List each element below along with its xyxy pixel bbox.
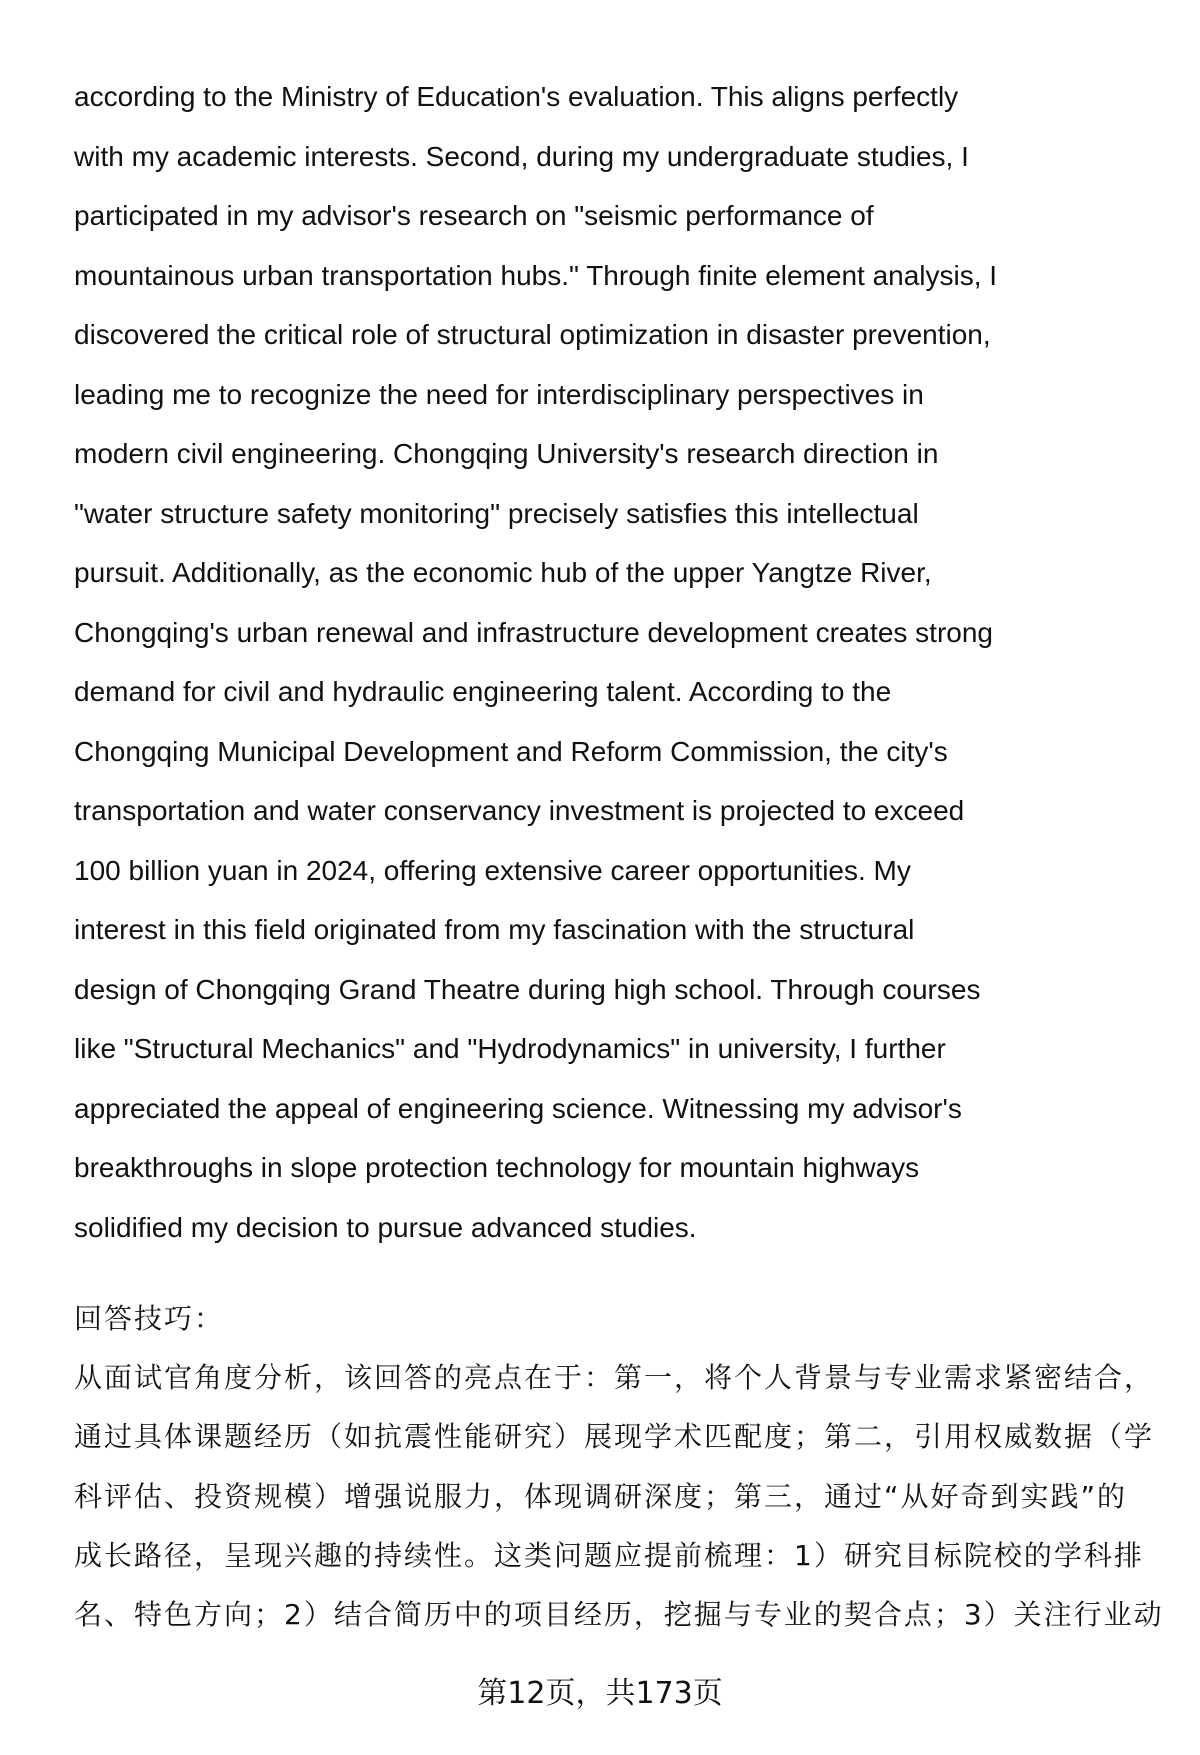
answer-body: [74, 67, 997, 1257]
tips-line: 从面试官角度分析，该回答的亮点在于：第一，将个人背景与专业需求紧密结合，: [74, 1361, 1155, 1395]
paragraph-line: Chongqing Municipal Development and Reform Commission, the city's: [74, 735, 948, 767]
paragraph-line: appreciated the appeal of engineering science. Witnessing my advisor's: [74, 1092, 962, 1124]
tips-line: 成长路径，呈现兴趣的持续性。这类问题应提前梳理：1）研究目标院校的学科排: [74, 1538, 1144, 1572]
paragraph-line: solidified my decision to pursue advanced studies.: [74, 1211, 697, 1243]
paragraph-line: 100 billion yuan in 2024, offering extensive career opportunities. My: [74, 854, 911, 886]
paragraph-line: Chongqing's urban renewal and infrastructure development creates strong: [74, 616, 993, 648]
paragraph-line: with my academic interests. Second, during my undergraduate studies, I: [74, 140, 969, 172]
paragraph-line: "water structure safety monitoring" precisely satisfies this intellectual: [74, 497, 919, 529]
tips-section: [74, 1289, 1164, 1644]
paragraph-line: leading me to recognize the need for interdisciplinary perspectives in: [74, 378, 924, 410]
paragraph-line: discovered the critical role of structural optimization in disaster prevention,: [74, 319, 991, 350]
paragraph-line: demand for civil and hydraulic engineering talent. According to the: [74, 676, 892, 707]
tips-line: 通过具体课题经历（如抗震性能研究）展现学术匹配度；第二，引用权威数据（学: [74, 1420, 1155, 1454]
paragraph-line: breakthroughs in slope protection technology for mountain highways: [74, 1152, 920, 1183]
paragraph-line: transportation and water conservancy investment is projected to exceed: [74, 795, 965, 826]
paragraph-line: like "Structural Mechanics" and "Hydrodynamics" in university, I further: [74, 1033, 946, 1064]
paragraph-line: design of Chongqing Grand Theatre during high school. Through courses: [74, 973, 981, 1005]
tips-line: 名、特色方向；2）结合简历中的项目经历，挖掘与专业的契合点；3）关注行业动: [74, 1597, 1164, 1631]
tips-heading: 回答技巧：: [74, 1302, 225, 1335]
paragraph-line: according to the Ministry of Education's evaluation. This aligns perfectly: [74, 81, 959, 112]
page-number: 第12页，共173页: [477, 1676, 723, 1711]
paragraph-line: interest in this field originated from my fascination with the structural: [74, 914, 915, 945]
paragraph-line: pursuit. Additionally, as the economic hub of the upper Yangtze River,: [74, 557, 932, 588]
tips-line: 科评估、投资规模）增强说服力，体现调研深度；第三，通过“从好奇到实践”的: [74, 1479, 1128, 1513]
paragraph-line: participated in my advisor's research on "seismic performance of: [74, 200, 874, 231]
paragraph-line: modern civil engineering. Chongqing University's research direction in: [74, 438, 939, 469]
paragraph-line: mountainous urban transportation hubs." Through finite element analysis, I: [74, 259, 998, 291]
